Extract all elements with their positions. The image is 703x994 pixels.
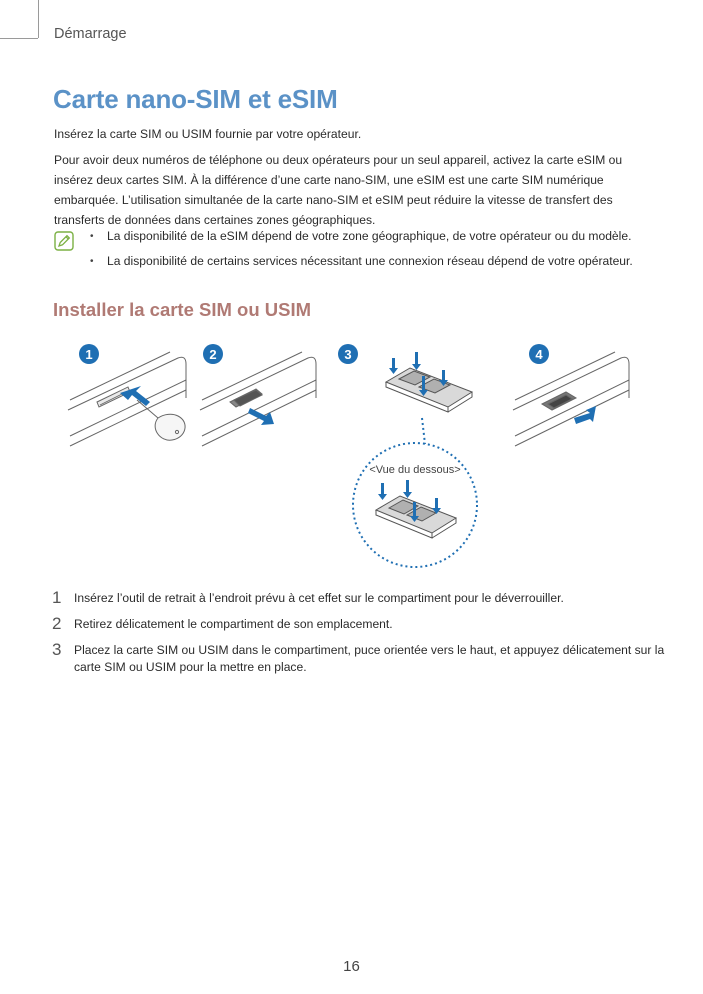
eject-pin-icon xyxy=(137,400,185,440)
step-number: 2 xyxy=(52,614,62,633)
note-icon xyxy=(54,231,74,251)
phone-edge-step-2 xyxy=(200,352,316,446)
body-paragraph: Pour avoir deux numéros de téléphone ou deux opérateurs pour un seul appareil, activez la carte eSIM ou insérez deux cartes SIM. À la différence d’une carte nano-SIM, une eSIM est une carte SIM numérique embarquée. L’utilisation simultanée de la carte nano-SIM et eSIM peut réduire la vitesse de transfert des transferts de données dans certaines zones géographiques. xyxy=(54,153,623,227)
page-number: 16 xyxy=(343,958,360,975)
step-text: Retirez délicatement le compartiment de son emplacement. xyxy=(74,617,393,631)
note-item: • La disponibilité de certains services nécessitant une connexion réseau dépend de votre opérateur. xyxy=(90,254,690,269)
svg-text:3: 3 xyxy=(344,347,352,362)
sim-tray-step-3 xyxy=(386,368,472,412)
instruction-steps xyxy=(52,590,672,685)
corner-rule-vertical xyxy=(38,0,39,38)
corner-rule-horizontal xyxy=(0,38,38,39)
svg-text:1: 1 xyxy=(85,347,93,362)
step-text: Insérez l’outil de retrait à l’endroit prévu à cet effet sur le compartiment pour le déverrouiller. xyxy=(74,591,564,605)
instruction-step xyxy=(52,642,672,676)
arrow-icon xyxy=(248,408,274,425)
step-text: Placez la carte SIM ou USIM dans le compartiment, puce orientée vers le haut, et appuyez délicatement sur la carte SIM ou USIM pour la mettre en place. xyxy=(74,643,665,674)
intro-paragraph: Insérez la carte SIM ou USIM fournie par votre opérateur. xyxy=(54,127,362,141)
instruction-step xyxy=(52,590,672,607)
underside-view-label: <Vue du dessous> xyxy=(369,464,461,476)
svg-text:2: 2 xyxy=(209,347,217,362)
step-badge-1 xyxy=(79,344,99,364)
instruction-step xyxy=(52,616,672,633)
step-badge-2 xyxy=(203,344,223,364)
page-title: Carte nano-SIM et eSIM xyxy=(53,84,338,114)
detail-connector xyxy=(353,418,477,567)
phone-edge-step-4 xyxy=(513,352,629,446)
sim-install-illustration xyxy=(0,338,703,570)
section-subtitle: Installer la carte SIM ou USIM xyxy=(53,299,312,320)
note-item: • La disponibilité de la eSIM dépend de votre zone géographique, de votre opérateur ou du modèle. xyxy=(90,229,690,244)
step-number: 3 xyxy=(52,640,62,659)
step-number: 1 xyxy=(52,588,62,607)
notes-list xyxy=(90,229,690,279)
step-badge-3 xyxy=(338,344,358,364)
section-header: Démarrage xyxy=(54,26,127,42)
svg-text:4: 4 xyxy=(535,347,543,362)
step-badge-4 xyxy=(529,344,549,364)
